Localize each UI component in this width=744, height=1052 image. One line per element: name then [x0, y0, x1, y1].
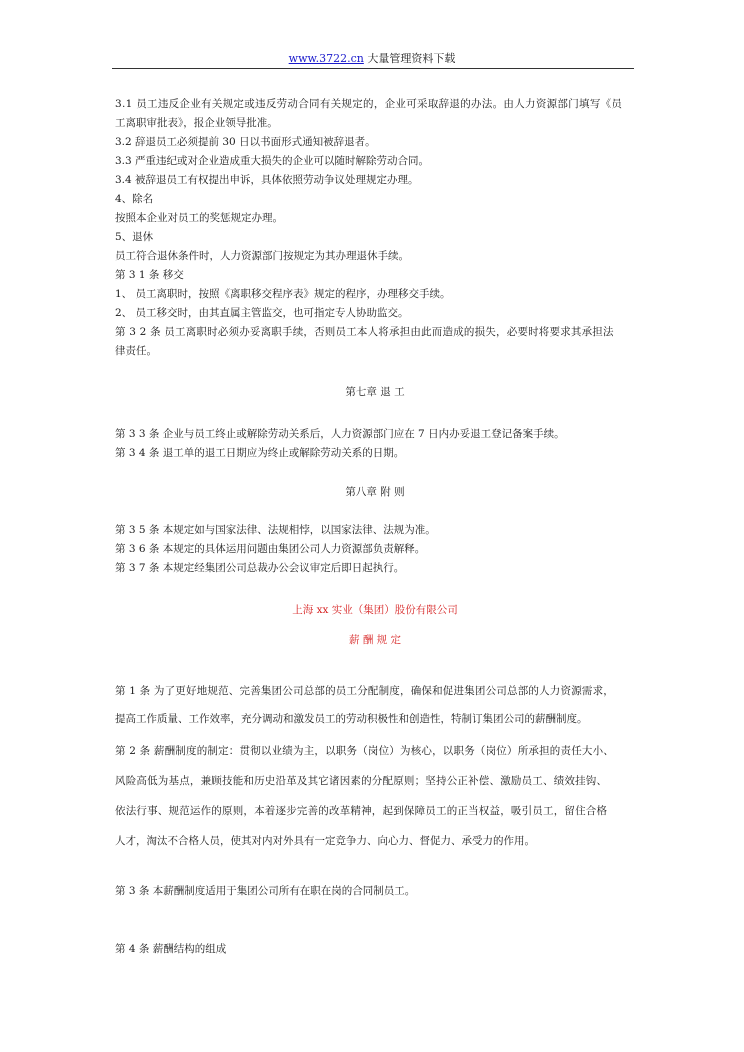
paragraph-line: 第 3 4 条 退工单的退工日期应为终止或解除劳动关系的日期。	[115, 447, 405, 459]
chapter-title: 第八章 附 则	[345, 486, 405, 498]
paragraph-line: 工离职审批表》，报企业领导批准。	[115, 117, 278, 129]
paragraph-line: 按照本企业对员工的奖惩规定办理。	[115, 212, 283, 224]
company-block	[115, 601, 635, 620]
paragraph-line: 第 3 5 条 本规定如与国家法律、法规相悖，以国家法律、法规为准。	[115, 524, 436, 536]
chapter-8-body	[115, 521, 635, 578]
paragraph-line: 第 3 6 条 本规定的具体运用问题由集团公司人力资源部负责解释。	[115, 543, 426, 555]
paragraph-line: 4、除名	[115, 193, 154, 205]
paragraph-line: 1、 员工离职时，按照《离职移交程序表》规定的程序，办理移交手续。	[115, 288, 451, 300]
doc-title-block	[115, 631, 635, 650]
article-1	[115, 677, 635, 733]
paragraph-line: 第 3 7 条 本规定经集团公司总裁办公会议审定后即日起执行。	[115, 562, 405, 574]
chapter-7-body	[115, 425, 635, 463]
paragraph-line: 人才，淘汰不合格人员，使其对内对外具有一定竞争力、向心力、督促力、承受力的作用。	[115, 835, 535, 847]
header-divider	[112, 68, 634, 69]
site-link[interactable]: www.3722.cn	[288, 52, 364, 65]
paragraph-line: 第 4 条 薪酬结构的组成	[115, 943, 227, 955]
paragraph-line: 2、 员工移交时，由其直属主管监交，也可指定专人协助监交。	[115, 307, 409, 319]
paragraph-line: 3.1 员工违反企业有关规定或违反劳动合同有关规定的，企业可采取辞退的办法。由人力资源部门填写《员	[115, 98, 623, 110]
article-4	[115, 940, 635, 959]
paragraph-line: 第 3 3 条 企业与员工终止或解除劳动关系后，人力资源部门应在 7 日内办妥退工登记备案手续。	[115, 428, 565, 440]
paragraph-line: 提高工作质量、工作效率，充分调动和激发员工的劳动积极性和创造性，特制订集团公司的薪酬制度。	[115, 713, 588, 725]
paragraph-line: 员工符合退休条件时，人力资源部门按规定为其办理退休手续。	[115, 250, 409, 262]
chapter-title: 第七章 退 工	[345, 386, 405, 398]
chapter-7	[115, 383, 635, 402]
paragraph-line: 依法行事、规范运作的原则，本着逐步完善的改革精神，起到保障员工的正当权益，吸引员工，留住合格	[115, 805, 608, 817]
document-title: 薪 酬 规 定	[348, 634, 401, 646]
paragraph-line: 3.2 辞退员工必须提前 30 日以书面形式通知被辞退者。	[115, 136, 376, 148]
article-2	[115, 736, 635, 856]
paragraph-line: 第 3 2 条 员工离职时必须办妥离职手续，否则员工本人将承担由此而造成的损失，必要时将要求其承担法	[115, 326, 614, 338]
section-dismissal	[115, 95, 635, 361]
article-3	[115, 882, 635, 901]
header-tagline: 大量管理资料下载	[363, 52, 456, 65]
company-name: 上海 xx 实业（集团）股份有限公司	[292, 604, 458, 616]
page-header	[0, 52, 744, 66]
paragraph-line: 第 1 条 为了更好地规范、完善集团公司总部的员工分配制度，确保和促进集团公司总部的人力资源需求，	[115, 685, 614, 697]
paragraph-line: 律责任。	[115, 345, 157, 357]
paragraph-line: 第 3 1 条 移交	[115, 269, 184, 281]
paragraph-line: 3.3 严重违纪或对企业造成重大损失的企业可以随时解除劳动合同。	[115, 155, 430, 167]
paragraph-line: 5、退休	[115, 231, 154, 243]
paragraph-line: 第 3 条 本薪酬制度适用于集团公司所有在职在岗的合同制员工。	[115, 885, 416, 897]
chapter-8	[115, 483, 635, 502]
paragraph-line: 风险高低为基点，兼顾技能和历史沿革及其它诸因素的分配原则；坚持公正补偿、激励员工、绩效挂钩、	[115, 775, 608, 787]
paragraph-line: 第 2 条 薪酬制度的制定：贯彻以业绩为主，以职务（岗位）为核心，以职务（岗位）所承担的责任大小、	[115, 745, 614, 757]
paragraph-line: 3.4 被辞退员工有权提出申诉，具体依照劳动争议处理规定办理。	[115, 174, 419, 186]
